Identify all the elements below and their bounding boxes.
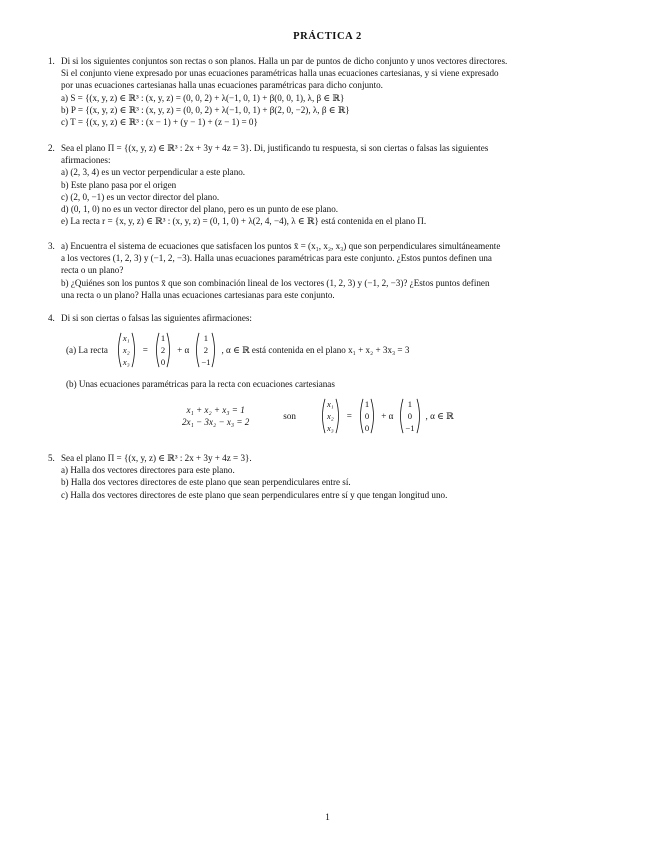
question-number: 1.	[48, 56, 55, 66]
q1-line-3: por unas ecuaciones cartesianas halla unas ecuaciones paramétricas para dicho conjunto.	[61, 80, 383, 91]
q2-item-d: d) (0, 1, 0) no es un vector director del plano, pero es un punto de ese plano.	[61, 204, 339, 215]
q2-item-b: b) Este plano pasa por el origen	[61, 179, 177, 190]
q1-item-a: a) S = {(x, y, z) ∈ ℝ³ : (x, y, z) = (0, 0, 2) + λ(−1, 0, 1) + β(0, 0, 1), λ, β ∈ ℝ}	[61, 92, 345, 103]
equals-sign: =	[142, 345, 148, 355]
matrix-direction	[398, 398, 421, 434]
q4b-tail: , α ∈ ℝ	[425, 410, 454, 421]
q3-line-5: una recta o un plano? Halla unas ecuaciones cartesianas para este conjunto.	[61, 289, 335, 300]
question-4	[48, 312, 618, 324]
q1-item-b: b) P = {(x, y, z) ∈ ℝ³ : (x, y, z) = (0, 0, 2) + λ(−1, 0, 1) + β(2, 0, −2), λ, β ∈ ℝ}	[61, 104, 350, 115]
cell: 2	[203, 345, 209, 355]
q4-item-b	[66, 378, 636, 390]
q4b-equations	[182, 398, 454, 434]
matrix-direction	[194, 332, 217, 368]
q2-item-c: c) (2, 0, −1) es un vector director del plano.	[61, 191, 220, 202]
q5-line-1: Sea el plano Π = {(x, y, z) ∈ ℝ³ : 2x + 3y + 4z = 3}.	[61, 453, 252, 463]
cell: 1	[407, 399, 413, 409]
q2-item-a: a) (2, 3, 4) es un vector perpendicular a este plano.	[61, 167, 246, 178]
cell: x₁	[122, 333, 130, 343]
cell: x₃	[326, 423, 334, 433]
q3-line-2: a los vectores (1, 2, 3) y (−1, 2, −3). Halla unas ecuaciones paramétricas para este conjunto. ¿Estos puntos definen una	[61, 253, 492, 264]
cell: 0	[160, 357, 166, 367]
question-number: 3.	[48, 241, 55, 251]
cell: 0	[364, 423, 370, 433]
cell: 0	[407, 411, 413, 421]
q2-item-e: e) La recta r = {x, y, z) ∈ ℝ³ : (x, y, z) = (0, 1, 0) + λ(2, 4, −4), λ ∈ ℝ} está contenida en el plano Π.	[61, 216, 427, 227]
q4b-label: (b) Unas ecuaciones paramétricas para la recta con ecuaciones cartesianas	[66, 379, 335, 389]
cell: x₂	[122, 345, 130, 355]
matrix-x	[320, 398, 341, 434]
q1-line-1: Di si los siguientes conjuntos son rectas o son planos. Halla un par de puntos de dicho conjunto y unos vectores directores.	[61, 56, 508, 66]
cell: 1	[160, 333, 166, 343]
cell: −1	[405, 423, 415, 433]
cell: 2	[160, 345, 166, 355]
cartesian-system	[182, 404, 249, 428]
page-title: PRÁCTICA 2	[293, 31, 362, 42]
cell: 0	[364, 411, 370, 421]
cell: 1	[203, 333, 209, 343]
matrix-point	[358, 398, 376, 434]
cell: x₂	[326, 411, 334, 421]
question-3	[48, 240, 618, 301]
q2-line-1: Sea el plano Π = {(x, y, z) ∈ ℝ³ : 2x + 3y + 4z = 3}. Di, justificando tu respuesta, si son ciertas o falsas las siguientes	[61, 143, 489, 153]
plus-alpha: + α	[177, 345, 190, 355]
q5-item-c: c) Halla dos vectores directores de este plano que sean perpendiculares entre sí y que tengan longitud uno.	[61, 489, 448, 500]
question-5	[48, 452, 618, 501]
page-number: 1	[325, 813, 330, 823]
q1-line-2: Si el conjunto viene expresado por unas ecuaciones paramétricas halla unas ecuaciones cartesianas, y si viene expresado	[61, 68, 499, 79]
q4a-tail: , α ∈ ℝ está contenida en el plano x₁ + x₂ + 3x₃ = 3	[221, 344, 410, 355]
q2-line-2: afirmaciones:	[61, 155, 111, 166]
q3-line-1: a) Encuentra el sistema de ecuaciones que satisfacen los puntos x̄ = (x₁, x₂, x₃) que son perpendiculares simultáneamente	[61, 241, 501, 251]
equation: 2x₁ − 3x₂ − x₃ = 2	[182, 417, 250, 427]
q5-item-b: b) Halla dos vectores directores de este plano que sean perpendiculares entre sí.	[61, 477, 351, 488]
question-number: 4.	[48, 313, 55, 323]
question-2	[48, 142, 618, 227]
question-1	[48, 55, 618, 128]
question-number: 2.	[48, 143, 55, 153]
son-label: son	[283, 411, 296, 421]
plus-alpha: + α	[381, 411, 394, 421]
equals-sign: =	[346, 411, 352, 421]
cell: 1	[364, 399, 370, 409]
cell: −1	[201, 357, 211, 367]
q4-item-a	[66, 332, 409, 368]
matrix-x	[116, 332, 137, 368]
q4-intro: Di si son ciertas o falsas las siguientes afirmaciones:	[61, 313, 252, 323]
q1-item-c: c) T = {(x, y, z) ∈ ℝ³ : (x − 1) + (y − 1) + (z − 1) = 0}	[61, 117, 258, 128]
equation: x₁ + x₂ + x₃ = 1	[186, 405, 245, 415]
q5-item-a: a) Halla dos vectores directores para este plano.	[61, 465, 235, 476]
q4a-label: (a) La recta	[66, 345, 108, 355]
cell: x₃	[122, 357, 130, 367]
matrix-point	[154, 332, 172, 368]
question-number: 5.	[48, 453, 55, 463]
q3-line-3: recta o un plano?	[61, 265, 124, 276]
cell: x₁	[326, 399, 334, 409]
q3-line-4: b) ¿Quiénes son los puntos x̄ que son combinación lineal de los vectores (1, 2, 3) y (−1, 2, −3)? ¿Estos puntos definen	[61, 277, 490, 288]
